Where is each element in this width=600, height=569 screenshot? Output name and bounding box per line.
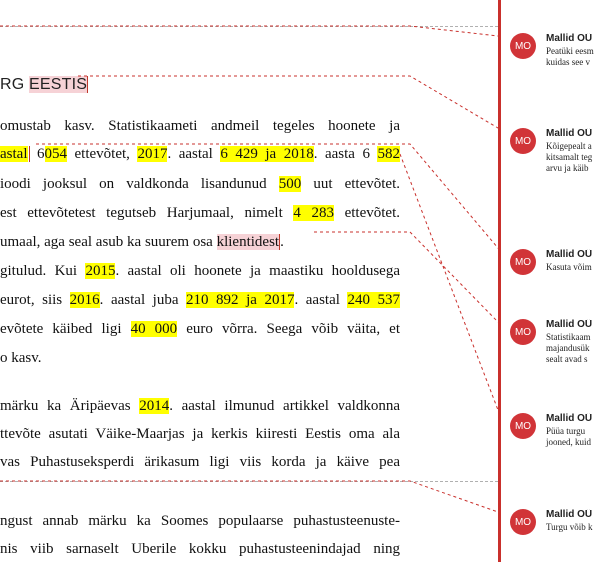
comment-author: Mallid OÜ: [546, 249, 593, 260]
comment-avatar: MO: [510, 413, 536, 439]
comment-author: Mallid OÜ: [546, 33, 593, 44]
section-heading[interactable]: [0, 76, 88, 94]
comment-author: Mallid OÜ: [546, 413, 593, 424]
comment-avatar: MO: [510, 128, 536, 154]
comment-text-line: arvu ja käib: [546, 163, 589, 173]
comment-avatar: MO: [510, 319, 536, 345]
comment-text-line: jooned, kuid: [546, 437, 591, 447]
text-span: ngust annab märku ka Soomes populaarse puhastusteenuste-: [0, 513, 400, 529]
text-line[interactable]: [0, 290, 400, 310]
text-span: . aastal juba: [99, 292, 187, 308]
text-span: märku ka Äripäevas: [0, 398, 140, 414]
text-line[interactable]: [0, 232, 400, 252]
comment-balloon[interactable]: [510, 33, 600, 93]
text-line[interactable]: [0, 511, 400, 531]
comment-balloon[interactable]: [510, 509, 600, 569]
text-span: nis viib sarnaselt Uberile kokku puhastusteenindajad ning: [0, 541, 400, 557]
comment-avatar: MO: [510, 33, 536, 59]
comment-text: [546, 262, 600, 273]
text-line[interactable]: [0, 116, 400, 136]
text-line[interactable]: [0, 319, 400, 339]
text-span: gitulud. Kui: [0, 263, 86, 279]
comment-text-line: Peatüki eesm: [546, 46, 594, 56]
comment-text-line: kuidas see v: [546, 57, 590, 67]
text-span: eurot, siis: [0, 292, 70, 308]
text-span: uut ettevõtet.: [301, 176, 401, 192]
text-span: . aastal ilmunud artikkel valdkonna: [169, 398, 400, 414]
comment-text: [546, 332, 600, 365]
comment-text: [546, 426, 600, 448]
comment-text-line: Püüa turgu: [546, 426, 586, 436]
comment-anchor-text: klientidest: [216, 234, 280, 250]
comment-avatar: MO: [510, 249, 536, 275]
highlighted-text: 2015: [85, 263, 116, 279]
page-break-bottom: [0, 481, 498, 482]
highlighted-text: 054: [44, 146, 68, 162]
comment-text: [546, 522, 600, 533]
comment-balloon[interactable]: [510, 128, 600, 188]
text-line[interactable]: [0, 203, 400, 223]
text-line[interactable]: [0, 539, 400, 559]
text-span: . aastal oli hoonete ja maastiku hooldusega: [115, 263, 400, 279]
comment-balloon[interactable]: [510, 413, 600, 473]
page-break-top: [0, 26, 498, 27]
text-line[interactable]: [0, 144, 400, 164]
text-span: . aastal: [294, 292, 348, 308]
comment-author: Mallid OÜ: [546, 509, 593, 520]
comment-text-line: kitsamalt teg: [546, 152, 593, 162]
text-span: umaal, aga seal asub ka suurem osa: [0, 234, 217, 250]
text-span: vas Puhastuseksperdi ärikasum ligi viis korda ja käive pea: [0, 454, 400, 470]
comment-text-line: sealt avad s: [546, 354, 588, 364]
text-span: omustab kasv. Statistikaameti andmeil tegeles hoonete ja: [0, 118, 400, 134]
highlighted-text: 2014: [139, 398, 170, 414]
highlighted-text: 4 283: [293, 205, 334, 221]
comment-anchor-text: 6: [29, 146, 45, 162]
highlighted-text: 2017: [137, 146, 168, 162]
text-line[interactable]: [0, 452, 400, 472]
comment-author: Mallid OÜ: [546, 319, 593, 330]
text-span: est ettevõtetest tegutseb Harjumaal, nimelt: [0, 205, 294, 221]
highlighted-text: 40 000: [130, 321, 178, 337]
comment-text-line: Turgu võib k: [546, 522, 593, 532]
comment-balloon[interactable]: [510, 249, 600, 309]
highlighted-text: 6 429 ja 2018: [220, 146, 314, 162]
comment-text: [546, 141, 600, 174]
text-span: ioodi jooksul on valdkonda lisandunud: [0, 176, 279, 192]
text-span: evõtete käibed ligi: [0, 321, 131, 337]
highlighted-text: 2016: [69, 292, 100, 308]
highlighted-text: astal: [0, 146, 28, 162]
comment-text-line: Kasuta võim: [546, 262, 592, 272]
text-line[interactable]: [0, 174, 400, 194]
text-span: .: [280, 234, 284, 250]
text-span: . aasta 6: [313, 146, 378, 162]
text-span: ttevõte asutati Väike-Maarjas ja kerkis kiiresti Eestis oma ala: [0, 426, 400, 442]
highlighted-text: 500: [278, 176, 302, 192]
comment-avatar: MO: [510, 509, 536, 535]
text-line[interactable]: [0, 396, 400, 416]
text-span: o kasv.: [0, 350, 42, 366]
heading-comment-anchor[interactable]: EESTIS: [29, 76, 88, 93]
comment-author: Mallid OÜ: [546, 128, 593, 139]
text-span: . aastal: [167, 146, 221, 162]
highlighted-text: 582: [377, 146, 400, 162]
comment-text-line: majandusük: [546, 343, 590, 353]
text-span: euro võrra. Seega võib väita, et: [177, 321, 400, 337]
heading-text: RG: [0, 76, 30, 93]
comment-text: [546, 46, 600, 68]
comment-text-line: Statistikaam: [546, 332, 591, 342]
text-span: ettevõtet,: [67, 146, 138, 162]
highlighted-text: 240 537: [347, 292, 400, 308]
comments-pane-rule: [498, 0, 501, 562]
comment-balloon[interactable]: [510, 319, 600, 379]
text-span: ettevõtet.: [333, 205, 400, 221]
text-line[interactable]: [0, 424, 400, 444]
text-line[interactable]: [0, 348, 400, 368]
comment-text-line: Kõigepealt a: [546, 141, 592, 151]
highlighted-text: 210 892 ja 2017: [186, 292, 295, 308]
text-line[interactable]: [0, 261, 400, 281]
